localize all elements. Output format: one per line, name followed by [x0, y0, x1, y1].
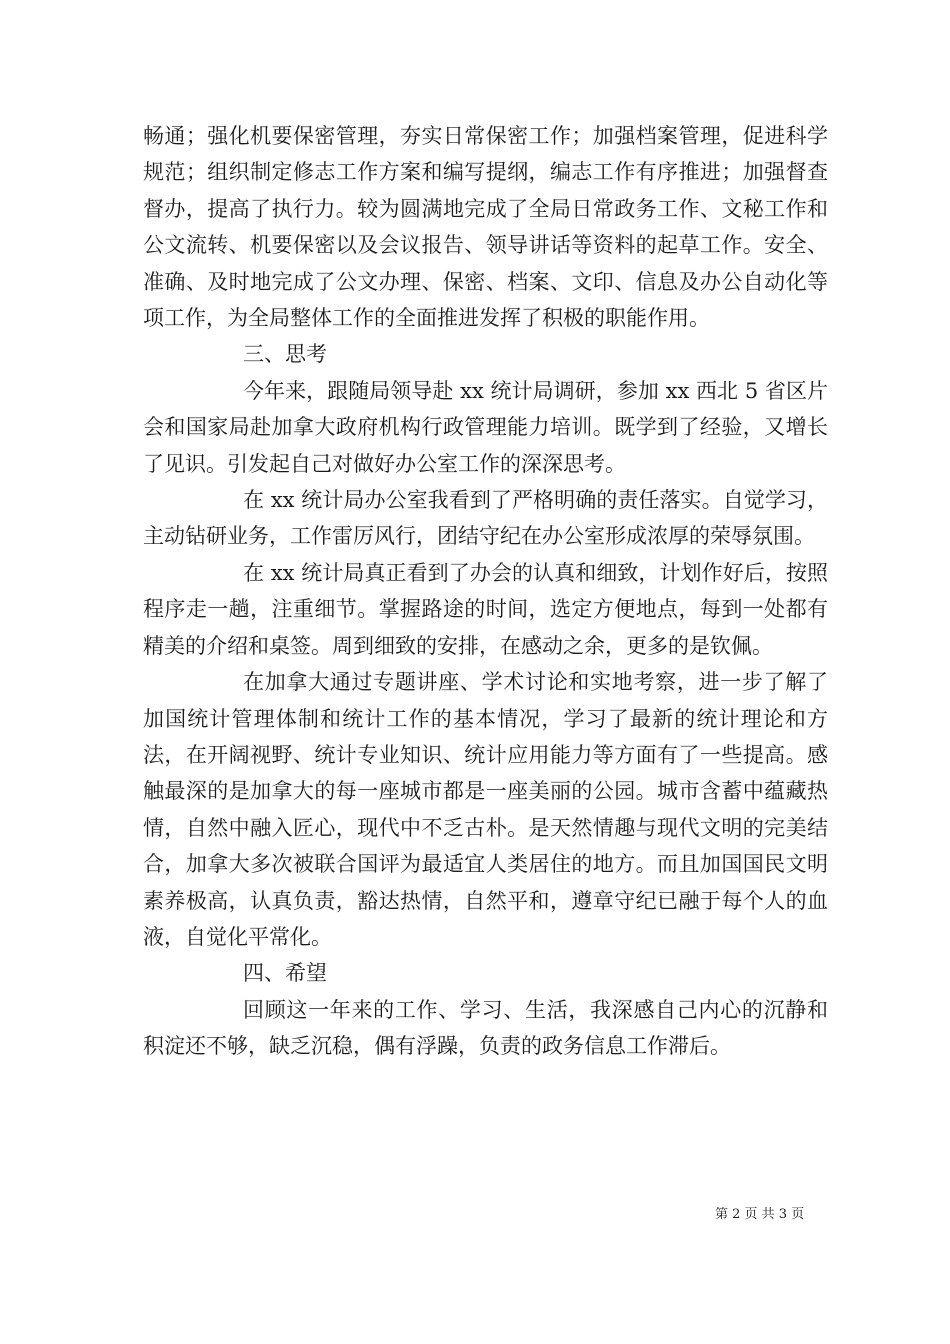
- section-heading-thinking: 三、思考: [243, 342, 327, 367]
- paragraph-continued-work-summary: 畅通；强化机要保密管理，夯实日常保密工作；加强档案管理，促进科学规范；组织制定修志工作方案和编写提纲，编志工作有序推进；加强督查督办，提高了执行力。较为圆满地完成了全局日常政务工作、文秘工作和公文流转、机要保密以及会议报告、领导讲话等资料的起草工作。安全、准确、及时地完成了公文办理、保密、档案、文印、信息及办公自动化等项工作，为全局整体工作的全面推进发挥了积极的职能作用。: [143, 124, 828, 331]
- paragraph-office-responsibility: 在 xx 统计局办公室我看到了严格明确的责任落实。自觉学习，主动钻研业务，工作雷厉风行，团结守纪在办公室形成浓厚的荣辱氛围。: [143, 488, 828, 549]
- paragraph-canada-training: 在加拿大通过专题讲座、学术讨论和实地考察，进一步了解了加国统计管理体制和统计工作的基本情况，学习了最新的统计理论和方法，在开阔视野、统计专业知识、统计应用能力等方面有了一些提高。感触最深的是加拿大的每一座城市都是一座美丽的公园。城市含蓄中蕴藏热情，自然中融入匠心，现代中不乏古朴。是天然情趣与现代文明的完美结合，加拿大多次被联合国评为最适宜人类居住的地方。而且加国国民文明素养极高，认真负责，豁达热情，自然平和，遵章守纪已融于每个人的血液，自觉化平常化。: [143, 670, 828, 949]
- paragraph-meeting-details: 在 xx 统计局真正看到了办会的认真和细致，计划作好后，按照程序走一趟，注重细节。掌握路途的时间，选定方便地点，每到一处都有精美的介绍和桌签。周到细致的安排，在感动之余，更多的是钦佩。: [143, 560, 828, 658]
- paragraph-self-review: 回顾这一年来的工作、学习、生活，我深感自己内心的沉静和积淀还不够，缺乏沉稳，偶有浮躁，负责的政务信息工作滞后。: [143, 997, 828, 1059]
- document-body: [143, 118, 828, 1065]
- section-heading-hope: 四、希望: [243, 961, 327, 986]
- paragraph-study-trip: 今年来，跟随局领导赴 xx 统计局调研，参加 xx 西北 5 省区片会和国家局赴加拿大政府机构行政管理能力培训。既学到了经验，又增长了见识。引发起自己对做好办公室工作的深深思考。: [143, 378, 828, 476]
- page-number-footer: 第 2 页 共 3 页: [715, 1207, 805, 1222]
